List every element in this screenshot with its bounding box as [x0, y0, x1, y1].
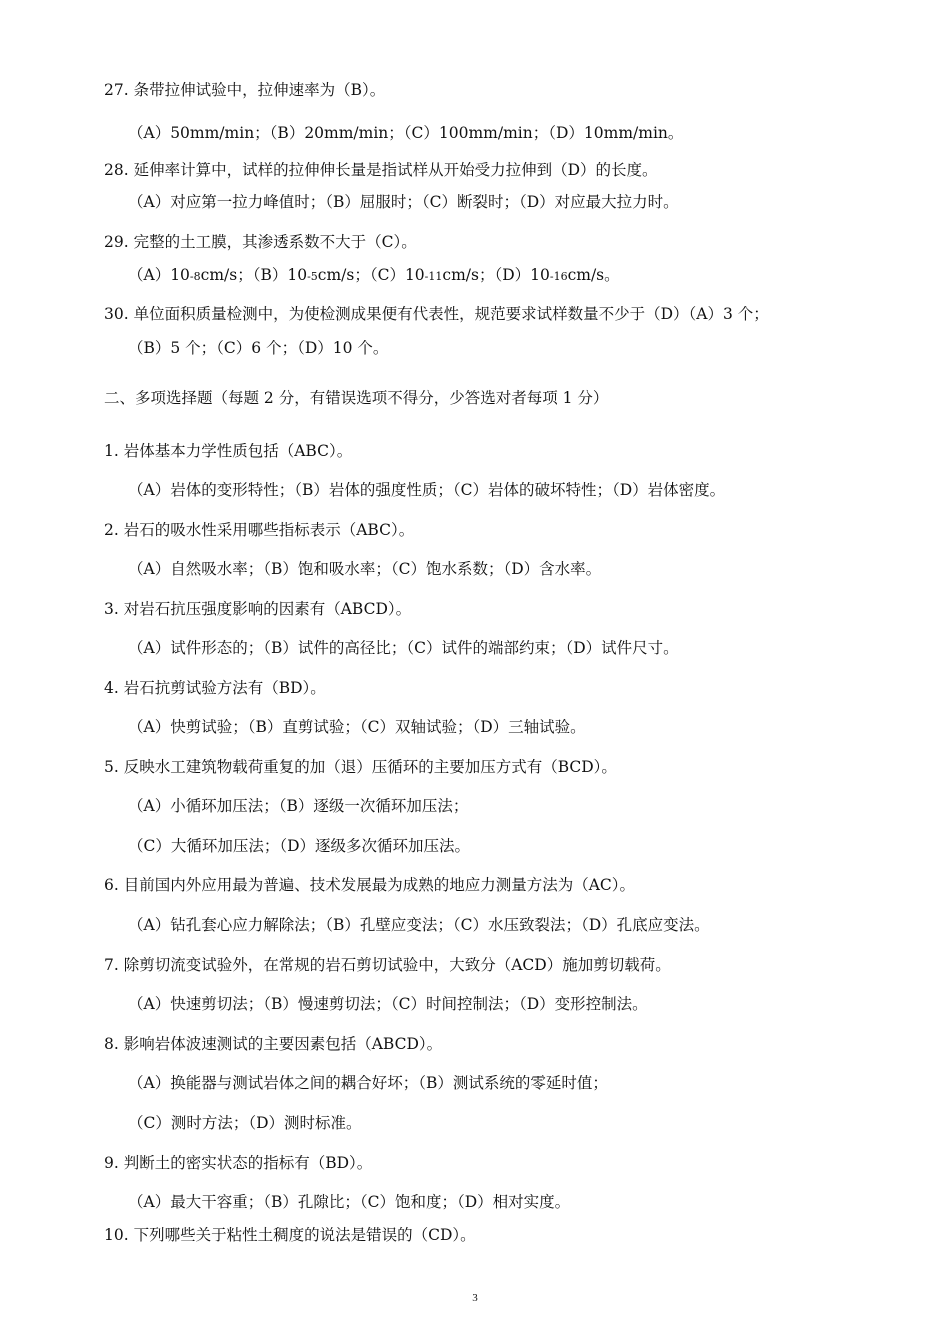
mc-question-9: 9. 判断土的密实状态的指标有（BD）。 [104, 1154, 373, 1172]
question-29: 29. 完整的土工膜，其渗透系数不大于（C）。 [104, 233, 417, 251]
mc-question-4-options: （A）快剪试验；（B）直剪试验；（C）双轴试验；（D）三轴试验。 [128, 718, 586, 736]
mc-question-1: 1. 岩体基本力学性质包括（ABC）。 [104, 442, 353, 460]
mc-question-3: 3. 对岩石抗压强度影响的因素有（ABCD）。 [104, 600, 412, 618]
mc-question-6-options: （A）钻孔套心应力解除法；（B）孔壁应变法；（C）水压致裂法；（D）孔底应变法。 [128, 916, 710, 934]
question-27-options: （A）50mm/min；（B）20mm/min；（C）100mm/min；（D）10mm/min。 [128, 124, 684, 142]
mc-question-4: 4. 岩石抗剪试验方法有（BD）。 [104, 679, 326, 697]
mc-question-7-options: （A）快速剪切法；（B）慢速剪切法；（C）时间控制法；（D）变形控制法。 [128, 995, 648, 1013]
mc-question-9-options: （A）最大干容重；（B）孔隙比；（C）饱和度；（D）相对实度。 [128, 1193, 571, 1211]
mc-question-3-options: （A）试件形态的；（B）试件的高径比；（C）试件的端部约束；（D）试件尺寸。 [128, 639, 679, 657]
mc-question-5: 5. 反映水工建筑物载荷重复的加（退）压循环的主要加压方式有（BCD）。 [104, 758, 617, 776]
mc-question-8: 8. 影响岩体波速测试的主要因素包括（ABCD）。 [104, 1035, 443, 1053]
mc-question-2-options: （A）自然吸水率；（B）饱和吸水率；（C）饱水系数；（D）含水率。 [128, 560, 602, 578]
question-30-options: （B）5 个；（C）6 个；（D）10 个。 [128, 339, 389, 357]
question-28-options: （A）对应第一拉力峰值时；（B）屈服时；（C）断裂时；（D）对应最大拉力时。 [128, 193, 679, 211]
mc-question-8-options-b: （C）测时方法；（D）测时标准。 [128, 1114, 362, 1132]
mc-question-5-options-a: （A）小循环加压法；（B）逐级一次循环加压法； [128, 797, 469, 815]
section-heading-multiple-choice: 二、多项选择题（每题 2 分，有错误选项不得分，少答选对者每项 1 分） [104, 389, 609, 407]
mc-question-2: 2. 岩石的吸水性采用哪些指标表示（ABC）。 [104, 521, 415, 539]
question-29-options: （A）10-8cm/s；（B）10-5cm/s；（C）10-11cm/s；（D）10-16cm/s。 [128, 266, 620, 284]
mc-question-8-options-a: （A）换能器与测试岩体之间的耦合好坏；（B）测试系统的零延时值； [128, 1074, 608, 1092]
question-27: 27. 条带拉伸试验中，拉伸速率为（B）。 [104, 81, 386, 99]
mc-question-5-options-b: （C）大循环加压法；（D）逐级多次循环加压法。 [128, 837, 471, 855]
mc-question-6: 6. 目前国内外应用最为普遍、技术发展最为成熟的地应力测量方法为（AC）。 [104, 876, 636, 894]
mc-question-7: 7. 除剪切流变试验外，在常规的岩石剪切试验中，大致分（ACD）施加剪切载荷。 [104, 956, 671, 974]
question-28: 28. 延伸率计算中，试样的拉伸伸长量是指试样从开始受力拉伸到（D）的长度。 [104, 161, 658, 179]
mc-question-1-options: （A）岩体的变形特性；（B）岩体的强度性质；（C）岩体的破坏特性；（D）岩体密度。 [128, 481, 726, 499]
mc-question-10: 10. 下列哪些关于粘性土稠度的说法是错误的（CD）。 [104, 1226, 476, 1244]
question-30: 30. 单位面积质量检测中，为使检测成果便有代表性，规范要求试样数量不少于（D）（A）3 个； [104, 305, 769, 323]
page-number: 3 [472, 1292, 478, 1304]
